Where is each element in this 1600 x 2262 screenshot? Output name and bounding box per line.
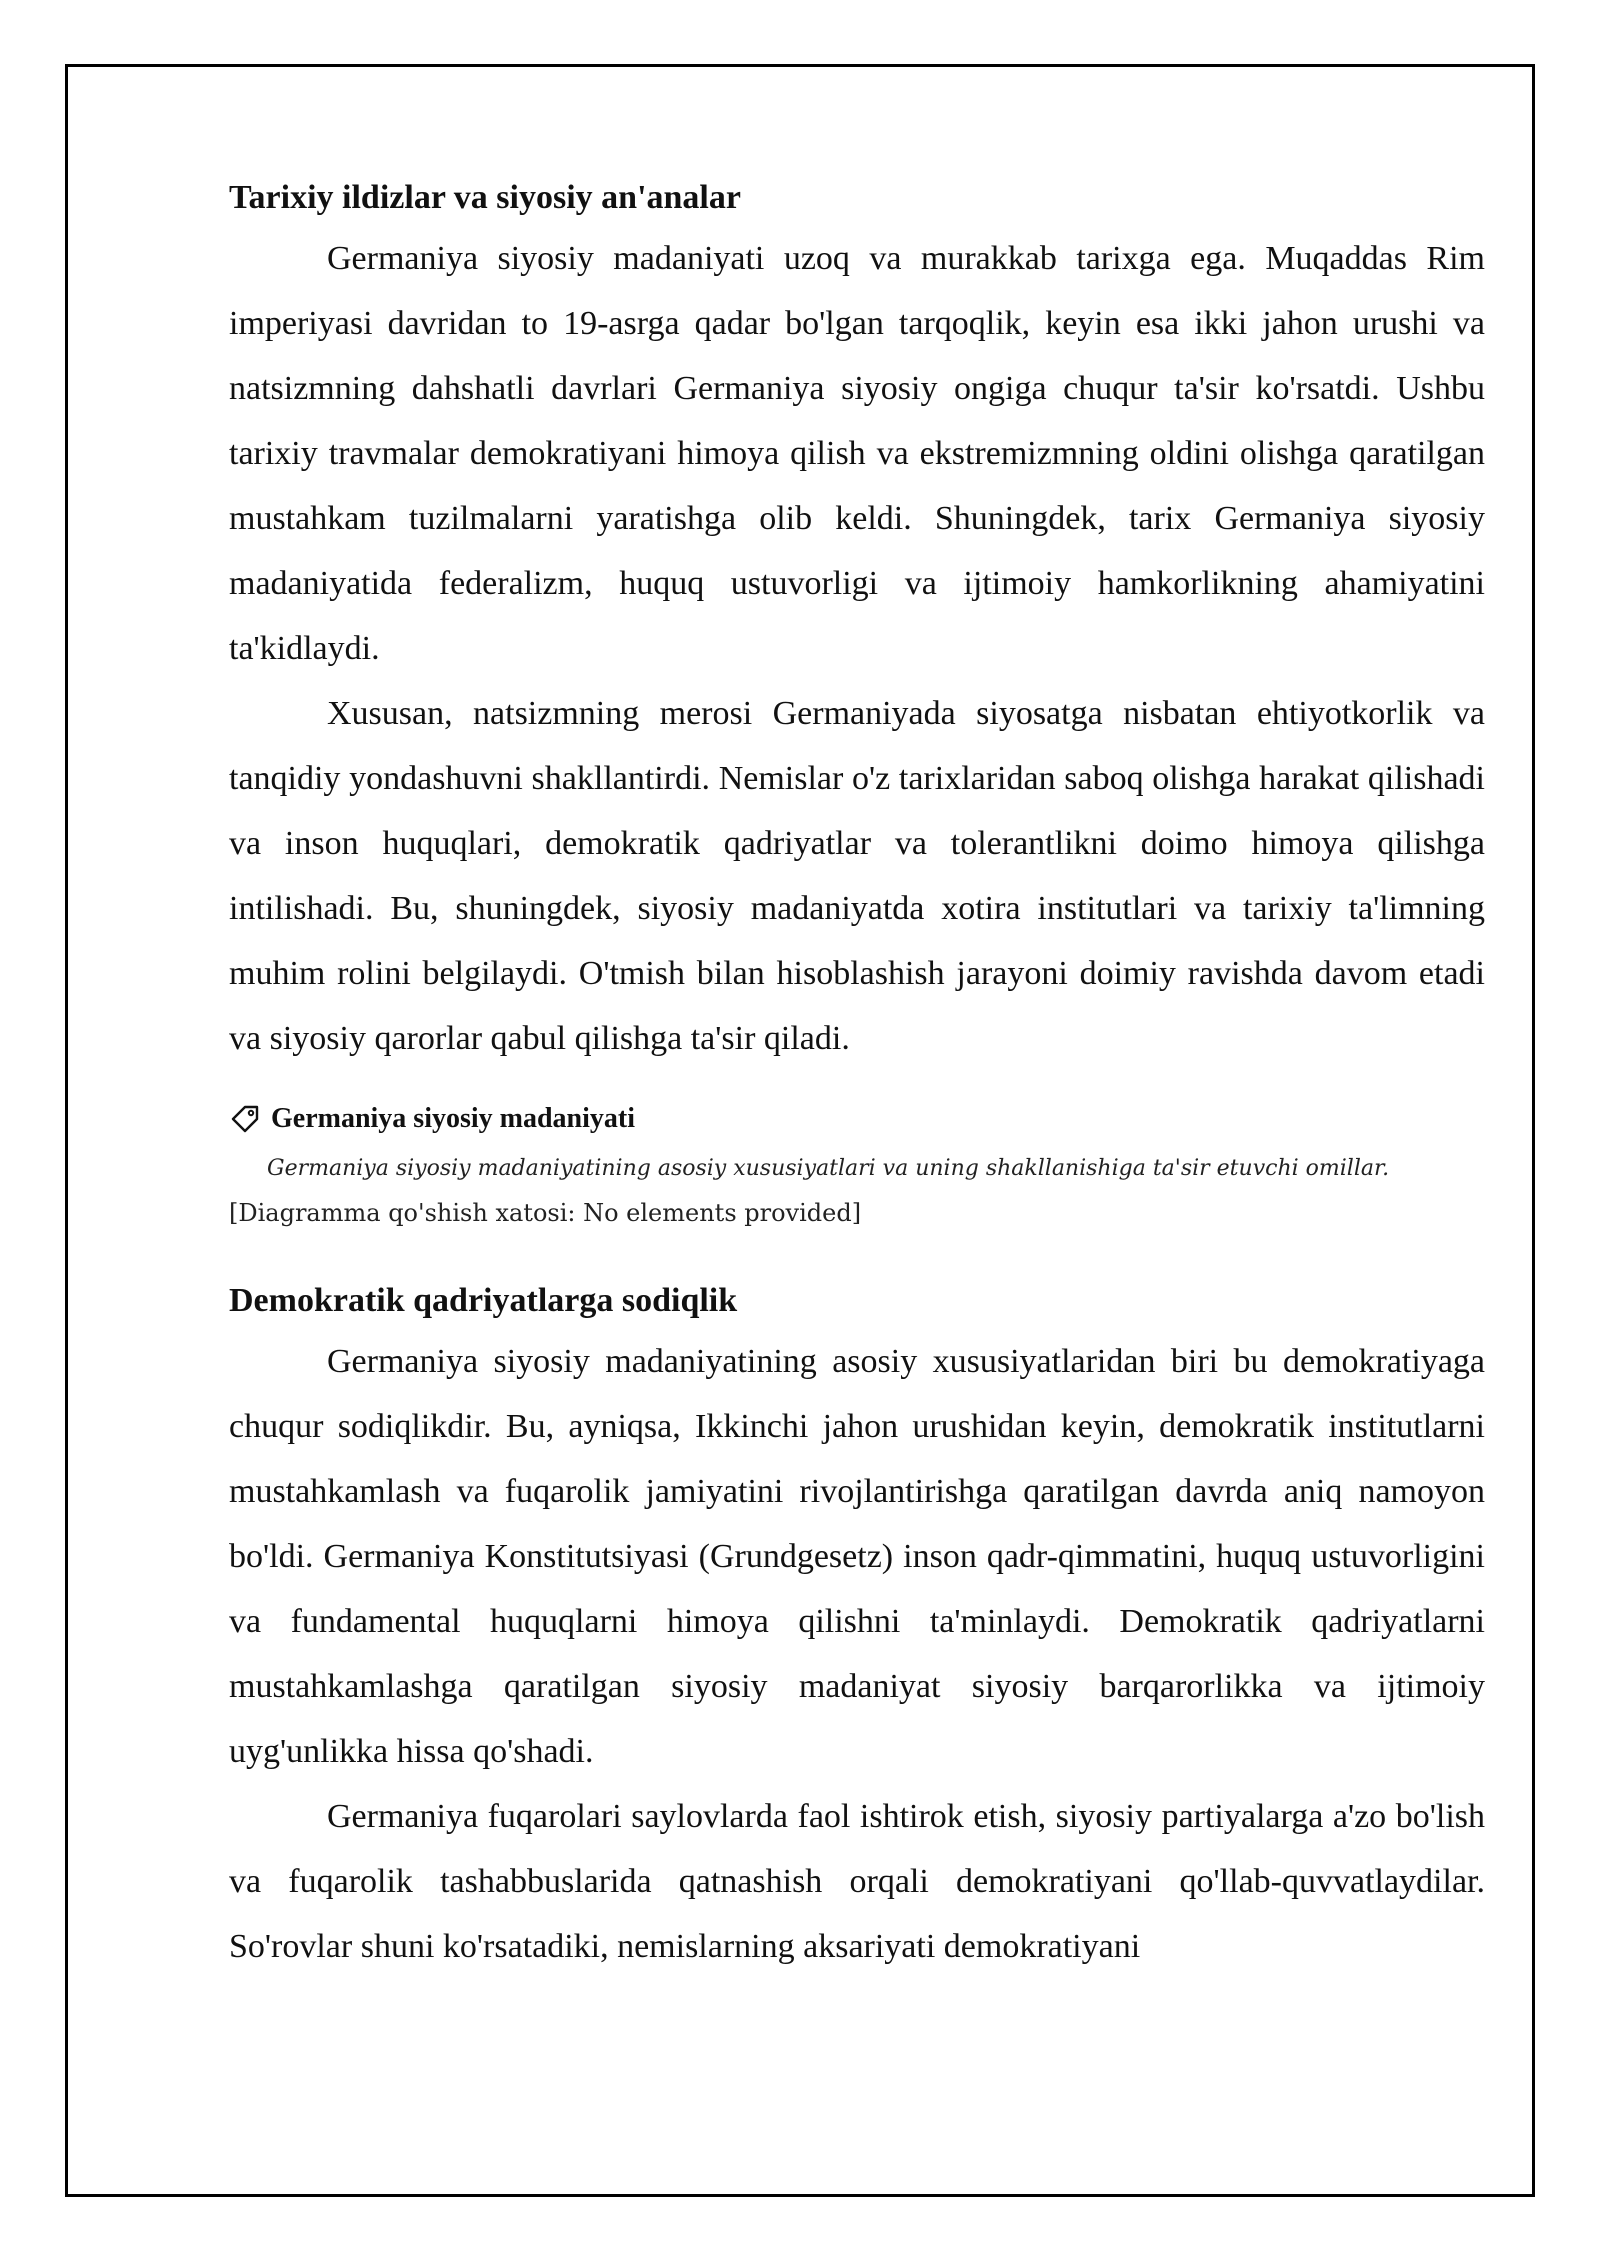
figure-title: Germaniya siyosiy madaniyati	[271, 1103, 636, 1134]
figure-caption: Germaniya siyosiy madaniyatining asosiy xususiyatlari va uning shakllanishiga ta'sir etuvchi omillar.	[267, 1156, 1390, 1181]
section-heading-democratic-values: Demokratik qadriyatlarga sodiqlik	[229, 1282, 738, 1319]
section-heading-historical-roots: Tarixiy ildizlar va siyosiy an'analar	[229, 179, 741, 216]
document-body	[229, 170, 1485, 1979]
paragraph: Germaniya fuqarolari saylovlarda faol ishtirok etish, siyosiy partiyalarga a'zo bo'lish va fuqarolik tashabbuslarida qatnashish orqali demokratiyani qo'llab-quvvatlaydilar. So'rovlar shuni ko'rsatadiki, nemislarning aksariyati demokratiyani	[229, 1798, 1485, 1965]
diagram-error-message: [Diagramma qo'shish xatosi: No elements provided]	[229, 1199, 862, 1227]
tag-icon	[229, 1103, 261, 1135]
figure-title-row	[229, 1097, 1485, 1141]
paragraph: Germaniya siyosiy madaniyati uzoq va murakkab tarixga ega. Muqaddas Rim imperiyasi davridan to 19-asrga qadar bo'lgan tarqoqlik, keyin esa ikki jahon urushi va natsizmning dahshatli davrlari Germaniya siyosiy ongiga chuqur ta'sir ko'rsatdi. Ushbu tarixiy travmalar demokratiyani himoya qilish va ekstremizmning oldini olishga qaratilgan mustahkam tuzilmalarni yaratishga olib keldi. Shuningdek, tarix Germaniya siyosiy madaniyatida federalizm, huquq ustuvorligi va ijtimoiy hamkorlikning ahamiyatini ta'kidlaydi.	[229, 240, 1485, 667]
paragraph: Germaniya siyosiy madaniyatining asosiy xususiyatlaridan biri bu demokratiyaga chuqur sodiqlikdir. Bu, ayniqsa, Ikkinchi jahon urushidan keyin, demokratik institutlarni mustahkamlash va fuqarolik jamiyatini rivojlantirishga qaratilgan davrda aniq namoyon bo'ldi. Germaniya Konstitutsiyasi (Grundgesetz) inson qadr-qimmatini, huquq ustuvorligini va fundamental huquqlarni himoya qilishni ta'minlaydi. Demokratik qadriyatlarni mustahkamlashga qaratilgan siyosiy madaniyat siyosiy barqarorlikka va ijtimoiy uyg'unlikka hissa qo'shadi.	[229, 1343, 1485, 1770]
paragraph: Xususan, natsizmning merosi Germaniyada siyosatga nisbatan ehtiyotkorlik va tanqidiy yondashuvni shakllantirdi. Nemislar o'z tarixlaridan saboq olishga harakat qilishadi va inson huquqlari, demokratik qadriyatlar va tolerantlikni doimo himoya qilishga intilishadi. Bu, shuningdek, siyosiy madaniyatda xotira institutlari va tarixiy ta'limning muhim rolini belgilaydi. O'tmish bilan hisoblashish jarayoni doimiy ravishda davom etadi va siyosiy qarorlar qabul qilishga ta'sir qiladi.	[229, 695, 1485, 1057]
figure-block	[229, 1097, 1485, 1233]
